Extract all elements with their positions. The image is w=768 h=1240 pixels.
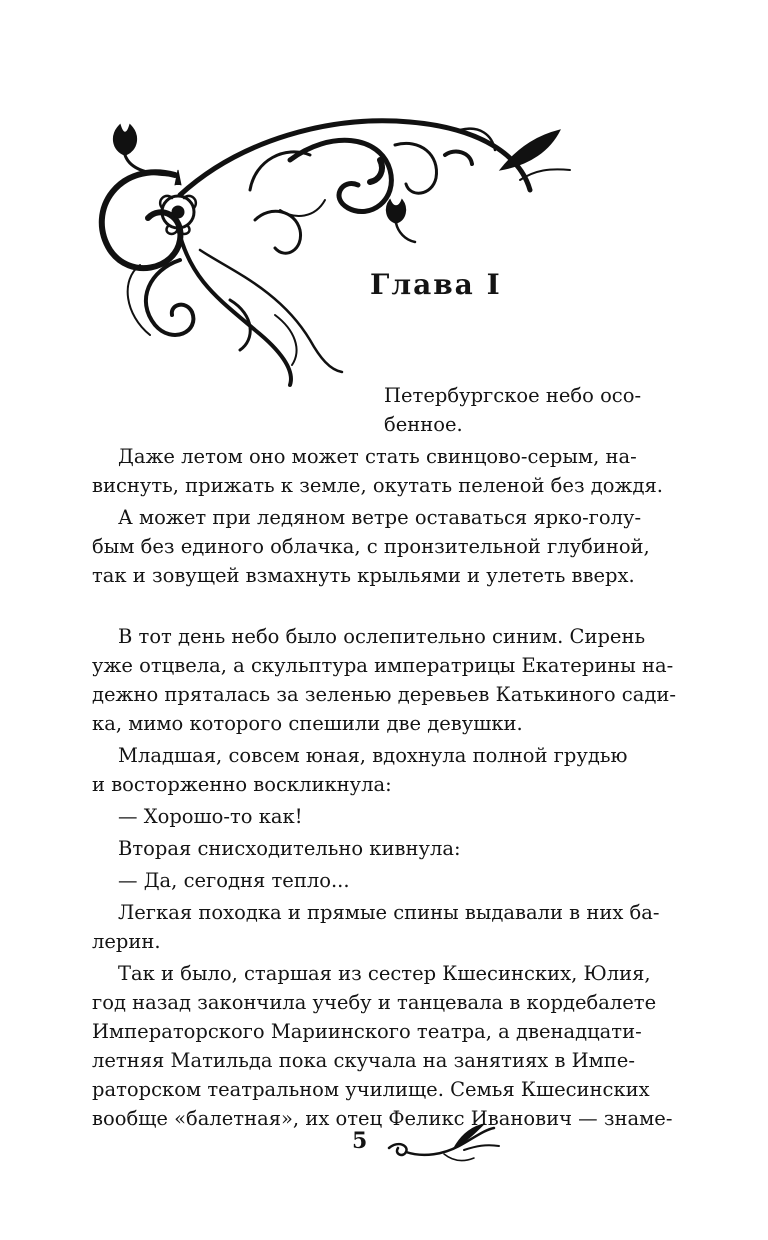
text-line: ка, мимо которого спешили две девушки.: [92, 712, 523, 735]
text-line: уже отцвела, а скульптура императрицы Екатерины на-: [92, 654, 674, 677]
text-line: летняя Матильда пока скучала на занятиях в Импе-: [92, 1049, 635, 1072]
text-line: Вторая снисходительно кивнула:: [118, 837, 461, 860]
text-line: Императорского Мариинского театра, а двенадцати-: [92, 1020, 642, 1043]
text-line: бенное.: [384, 413, 463, 436]
text-line: Легкая походка и прямые спины выдавали в них ба-: [118, 901, 660, 924]
text-line: Даже летом оно может стать свинцово-серым, на-: [118, 445, 637, 468]
text-line: Петербургское небо осо-: [384, 384, 642, 407]
text-line: Так и было, старшая из сестер Кшесинских, Юлия,: [118, 962, 651, 985]
text-line: А может при ледяном ветре оставаться ярко-голу-: [118, 506, 642, 529]
chapter-title: Глава I: [370, 268, 502, 301]
text-line: лерин.: [92, 930, 161, 953]
text-line: В тот день небо было ослепительно синим. Сирень: [118, 625, 646, 648]
text-line: Младшая, совсем юная, вдохнула полной грудью: [118, 744, 628, 767]
text-line: так и зовущей взмахнуть крыльями и улететь вверх.: [92, 564, 635, 587]
text-line: вообще «балетная», их отец Феликс Иванович — знаме-: [92, 1107, 673, 1130]
text-line: год назад закончила учебу и танцевала в кордебалете: [92, 991, 657, 1014]
footer-ornament: [384, 1118, 504, 1168]
text-line: — Хорошо-то как!: [118, 805, 303, 828]
text-line: раторском театральном училище. Семья Кшесинских: [92, 1078, 650, 1101]
text-line: бым без единого облачка, с пронзительной глубиной,: [92, 535, 650, 558]
text-line: виснуть, прижать к земле, окутать пеленой без дождя.: [92, 474, 663, 497]
text-line: и восторженно воскликнула:: [92, 773, 392, 796]
header-ornament: [80, 100, 580, 390]
text-line: дежно пряталась за зеленью деревьев Катькиного сади-: [92, 683, 676, 706]
page-number: 5: [352, 1128, 368, 1154]
text-line: — Да, сегодня тепло...: [118, 869, 350, 892]
